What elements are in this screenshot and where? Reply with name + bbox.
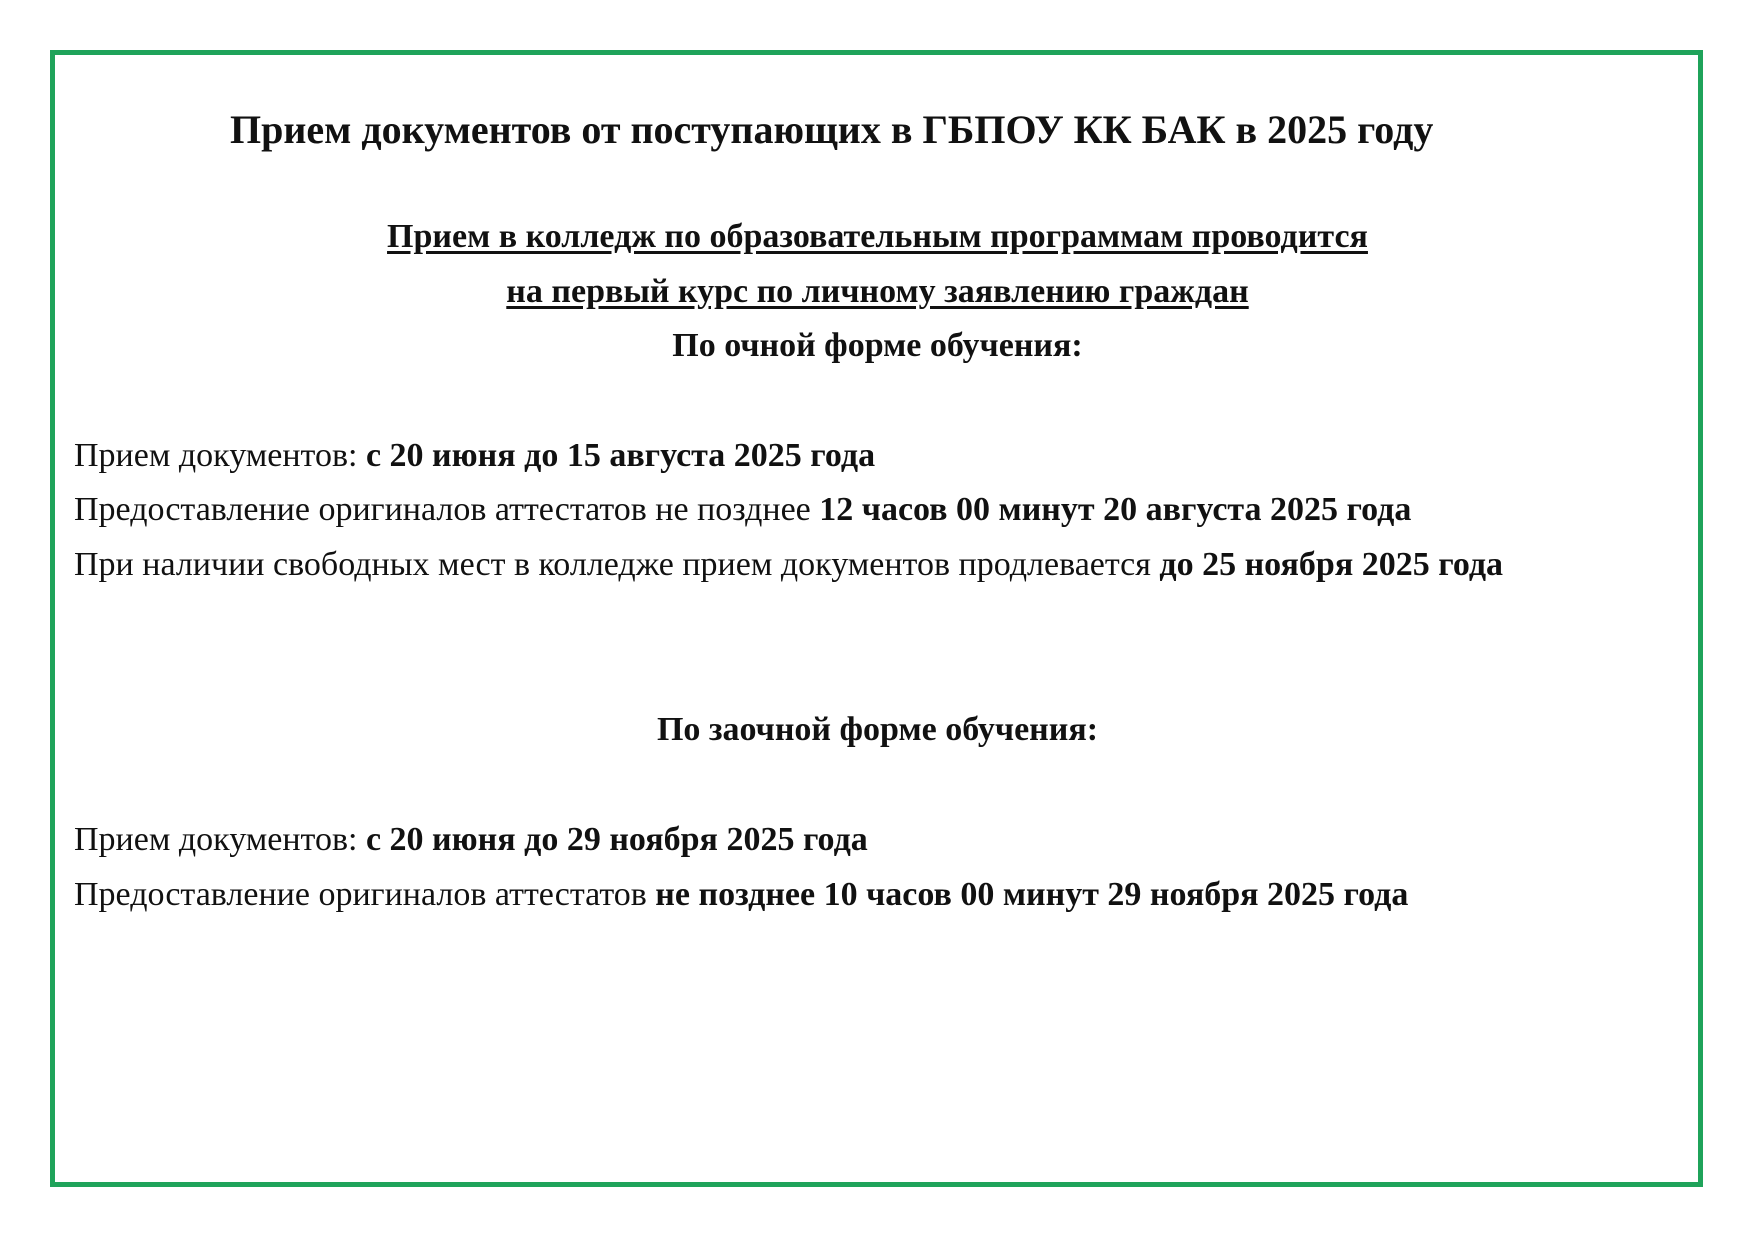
part-time-row-1-bold: с 20 июня до 29 ноября 2025 года xyxy=(365,821,868,858)
part-time-heading: По заочной форме обучения: xyxy=(656,711,1099,748)
full-time-row-3 xyxy=(74,546,1503,584)
part-time-row-2-text: Предоставление оригиналов аттестатов xyxy=(74,876,656,913)
full-time-row-2-bold: 12 часов 00 минут 20 августа 2025 года xyxy=(819,491,1412,528)
intro-line-1: Прием в колледж по образовательным программам проводится xyxy=(387,218,1368,255)
full-time-row-2 xyxy=(74,491,1411,529)
full-time-row-3-text: При наличии свободных мест в колледже прием документов продлевается xyxy=(74,546,1160,583)
full-time-row-1-bold: с 20 июня до 15 августа 2025 года xyxy=(365,437,876,474)
full-time-row-1 xyxy=(74,437,875,475)
part-time-row-2 xyxy=(74,876,1408,914)
full-time-row-3-bold: до 25 ноября 2025 года xyxy=(1159,546,1504,583)
intro-line-2: на первый курс по личному заявлению граждан xyxy=(506,273,1249,310)
full-time-row-1-text: Прием документов: xyxy=(74,437,366,474)
document-title: Прием документов от поступающих в ГБПОУ КК БАК в 2025 году xyxy=(230,107,1434,152)
part-time-row-2-bold: не позднее 10 часов 00 минут 29 ноября 2025 года xyxy=(655,876,1409,913)
part-time-row-1 xyxy=(74,821,868,859)
part-time-row-1-text: Прием документов: xyxy=(74,821,366,858)
full-time-row-2-text: Предоставление оригиналов аттестатов не позднее xyxy=(74,491,820,528)
full-time-heading: По очной форме обучения: xyxy=(672,327,1083,364)
